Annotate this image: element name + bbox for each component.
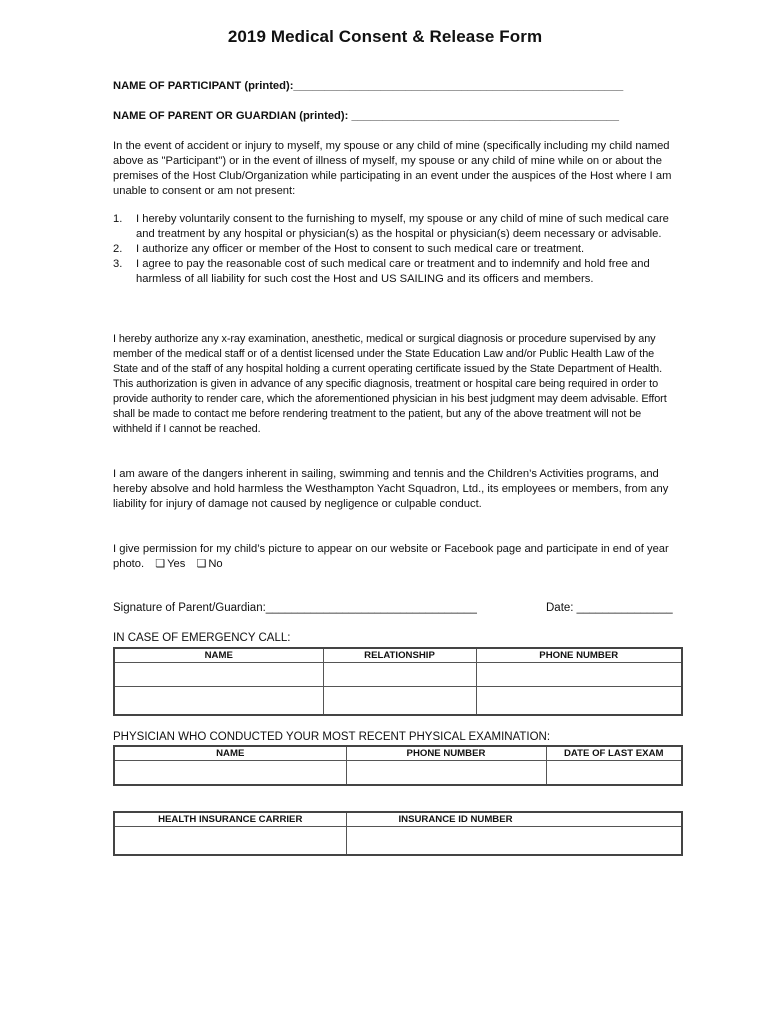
- physician-last-exam-header: DATE OF LAST EXAM: [546, 746, 682, 761]
- insurance-carrier-header: HEALTH INSURANCE CARRIER: [114, 812, 346, 827]
- list-number: 1.: [113, 213, 123, 225]
- physician-caption: PHYSICIAN WHO CONDUCTED YOUR MOST RECENT PHYSICAL EXAMINATION:: [113, 731, 551, 743]
- intro-paragraph: In the event of accident or injury to myself, my spouse or any child of mine (specifically including my child named above as "Participant") or in the event of illness of myself, my spouse or any child of mine while on or about the premises of the Host Club/Organization while participating in an event under the auspices of the Host where I am unable to consent or am not present:: [113, 140, 672, 197]
- participant-name-field[interactable]: NAME OF PARTICIPANT (printed):_____________________________________________________: [113, 80, 624, 92]
- list-number: 2.: [113, 243, 123, 255]
- emergency-phone-cell[interactable]: [476, 687, 682, 715]
- yes-label: Yes: [167, 558, 186, 570]
- table-row: [114, 827, 682, 855]
- list-text: I hereby voluntarily consent to the furnishing to myself, my spouse or any child of mine of such medical care and treatment by any hospital or physician(s) as the hospital or physician(s) deem necessary or advisable.: [136, 213, 669, 240]
- yes-checkbox-icon[interactable]: ❏: [155, 558, 166, 570]
- dangers-paragraph: I am aware of the dangers inherent in sailing, swimming and tennis and the Children’s Activities programs, and hereby absolve and hold harmless the Westhampton Yacht Squadron, Ltd., its employees or members, from any liability for injury of damage not caused by negligence or culpable conduct.: [113, 468, 669, 510]
- insurance-id-cell[interactable]: [346, 827, 682, 855]
- no-label: No: [208, 558, 223, 570]
- guardian-name-field[interactable]: NAME OF PARENT OR GUARDIAN (printed): ___________________________________________: [113, 110, 619, 122]
- photo-permission-paragraph: [113, 542, 678, 572]
- form-title: 2019 Medical Consent & Release Form: [227, 27, 543, 46]
- physician-table: [113, 745, 683, 786]
- physician-phone-cell[interactable]: [346, 761, 546, 785]
- emergency-name-cell[interactable]: [114, 687, 323, 715]
- insurance-id-header: INSURANCE ID NUMBER: [346, 812, 682, 827]
- list-item: [113, 242, 673, 257]
- emergency-relationship-cell[interactable]: [323, 687, 476, 715]
- consent-list: [113, 212, 673, 287]
- emergency-phone-header: PHONE NUMBER: [476, 648, 682, 663]
- emergency-relationship-header: RELATIONSHIP: [323, 648, 476, 663]
- table-row: [114, 663, 682, 687]
- emergency-relationship-cell[interactable]: [323, 663, 476, 687]
- insurance-carrier-cell[interactable]: [114, 827, 346, 855]
- date-field[interactable]: Date: _______________: [546, 602, 673, 614]
- list-text: I agree to pay the reasonable cost of such medical care or treatment and to indemnify and hold free and harmless of all liability for such cost the Host and US SAILING and its officers and members.: [136, 258, 650, 285]
- list-text: I authorize any officer or member of the Host to consent to such medical care or treatment.: [136, 243, 585, 255]
- list-item: [113, 212, 673, 242]
- emergency-phone-cell[interactable]: [476, 663, 682, 687]
- list-number: 3.: [113, 258, 123, 270]
- authorization-paragraph: I hereby authorize any x-ray examination, anesthetic, medical or surgical diagnosis or procedure supervised by any member of the medical staff or of a dentist licensed under the State Education Law and/or Public Health Law of the State and of the staff of any hospital holding a current operating certificate issued by the State Department of Health. This authorization is given in advance of any specific diagnosis, treatment or hospital care being required in order to provide authority to render care, which the aforementioned physician in his best judgment may deem advisable. Effort shall be made to contact me before rendering treatment to the patient, but any of the above treatment will not be withheld if I cannot be reached.: [113, 333, 667, 435]
- emergency-contact-table: [113, 647, 683, 716]
- list-item: [113, 257, 673, 287]
- table-row: [114, 761, 682, 785]
- physician-name-header: NAME: [114, 746, 346, 761]
- emergency-caption: IN CASE OF EMERGENCY CALL:: [113, 632, 291, 644]
- physician-name-cell[interactable]: [114, 761, 346, 785]
- insurance-table: [113, 811, 683, 856]
- photo-permission-text: I give permission for my child’s picture to appear on our website or Facebook page and participate in end of year photo.: [113, 543, 669, 570]
- table-row: [114, 687, 682, 715]
- physician-phone-header: PHONE NUMBER: [346, 746, 546, 761]
- physician-last-exam-cell[interactable]: [546, 761, 682, 785]
- emergency-name-cell[interactable]: [114, 663, 323, 687]
- signature-field[interactable]: Signature of Parent/Guardian:_________________________________: [113, 602, 477, 614]
- no-checkbox-icon[interactable]: ❏: [196, 558, 207, 570]
- emergency-name-header: NAME: [114, 648, 323, 663]
